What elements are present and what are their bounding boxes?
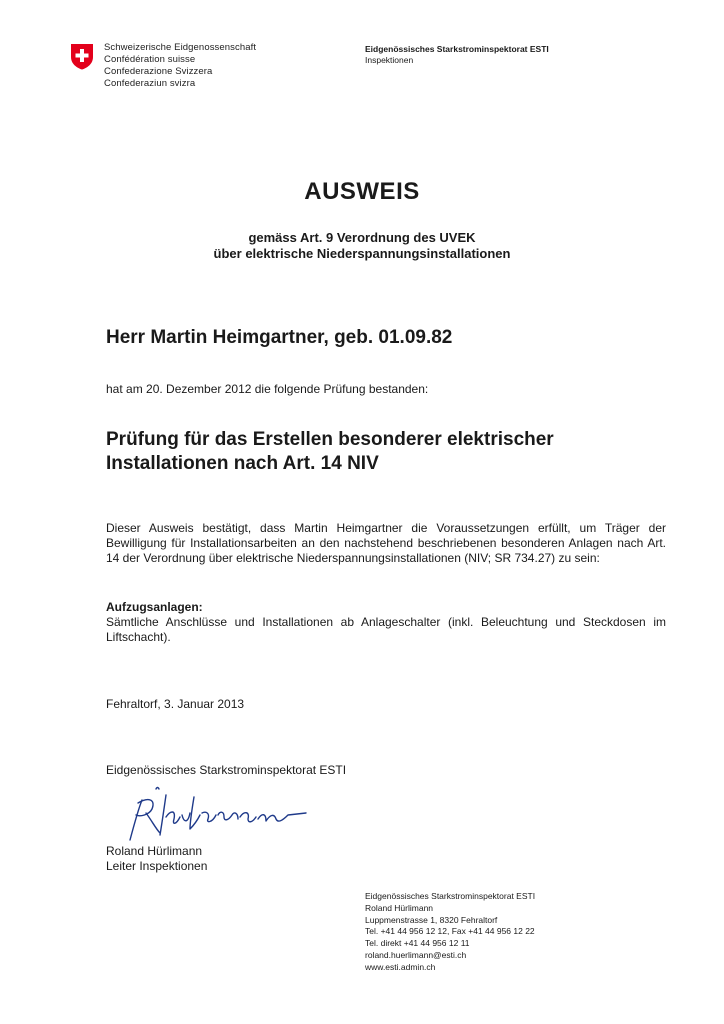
holder-name: Herr Martin Heimgartner, geb. 01.09.82 — [106, 327, 453, 348]
signer-name: Roland Hürlimann — [106, 844, 203, 858]
signer-role: Leiter Inspektionen — [106, 859, 208, 873]
certificate-body: Dieser Ausweis bestätigt, dass Martin Heimgartner die Voraussetzungen erfüllt, um Träger der Bewilligung für Installationsarbeiten an den nachstehend beschriebenen besonderen Anlagen nach Art. 14 der Verordnung über elektrische Niederspannungsinstallationen (NIV; SR 734.27) zu sein: — [106, 521, 666, 565]
contact-direct-phone: Tel. direkt +41 44 956 12 11 — [365, 938, 470, 949]
scope-heading: Aufzugsanlagen: — [106, 600, 203, 614]
confederation-line-fr: Confédération suisse — [104, 54, 196, 65]
scope-description: Sämtliche Anschlüsse und Installationen ab Anlageschalter (inkl. Beleuchtung und Steckdosen im Liftschacht). — [106, 615, 666, 644]
swiss-coat-of-arms-icon — [70, 43, 94, 70]
organization-department: Inspektionen — [365, 55, 414, 65]
passed-statement: hat am 20. Dezember 2012 die folgende Prüfung bestanden: — [106, 382, 429, 396]
contact-block — [365, 891, 535, 974]
exam-title-line-2: Installationen nach Art. 14 NIV — [106, 453, 379, 474]
subtitle-line-1: gemäss Art. 9 Verordnung des UVEK — [248, 230, 476, 245]
contact-phone-fax: Tel. +41 44 956 12 12, Fax +41 44 956 12 22 — [365, 926, 535, 937]
document-subtitle — [0, 230, 724, 262]
signing-organization: Eidgenössisches Starkstrominspektorat ESTI — [106, 763, 347, 777]
contact-website: www.esti.admin.ch — [365, 961, 436, 972]
contact-organization: Eidgenössisches Starkstrominspektorat ESTI — [365, 891, 536, 901]
document-title: AUSWEIS — [304, 178, 420, 205]
contact-name: Roland Hürlimann — [365, 902, 434, 913]
exam-title-line-1: Prüfung für das Erstellen besonderer elektrischer — [106, 429, 554, 450]
issuing-organization — [365, 44, 549, 66]
confederation-line-it: Confederazione Svizzera — [104, 66, 213, 77]
confederation-line-rm: Confederaziun svizra — [104, 78, 196, 89]
subtitle-line-2: über elektrische Niederspannungsinstallationen — [213, 246, 511, 261]
contact-email: roland.huerlimann@esti.ch — [365, 949, 467, 960]
place-and-date: Fehraltorf, 3. Januar 2013 — [106, 697, 245, 711]
confederation-line-de: Schweizerische Eidgenossenschaft — [104, 42, 257, 53]
signer-block — [106, 844, 207, 874]
exam-title — [106, 428, 686, 476]
confederation-names — [104, 42, 256, 90]
contact-address: Luppmenstrasse 1, 8320 Fehraltorf — [365, 914, 498, 925]
handwritten-signature — [116, 785, 316, 845]
organization-name: Eidgenössisches Starkstrominspektorat ESTI — [365, 44, 549, 54]
